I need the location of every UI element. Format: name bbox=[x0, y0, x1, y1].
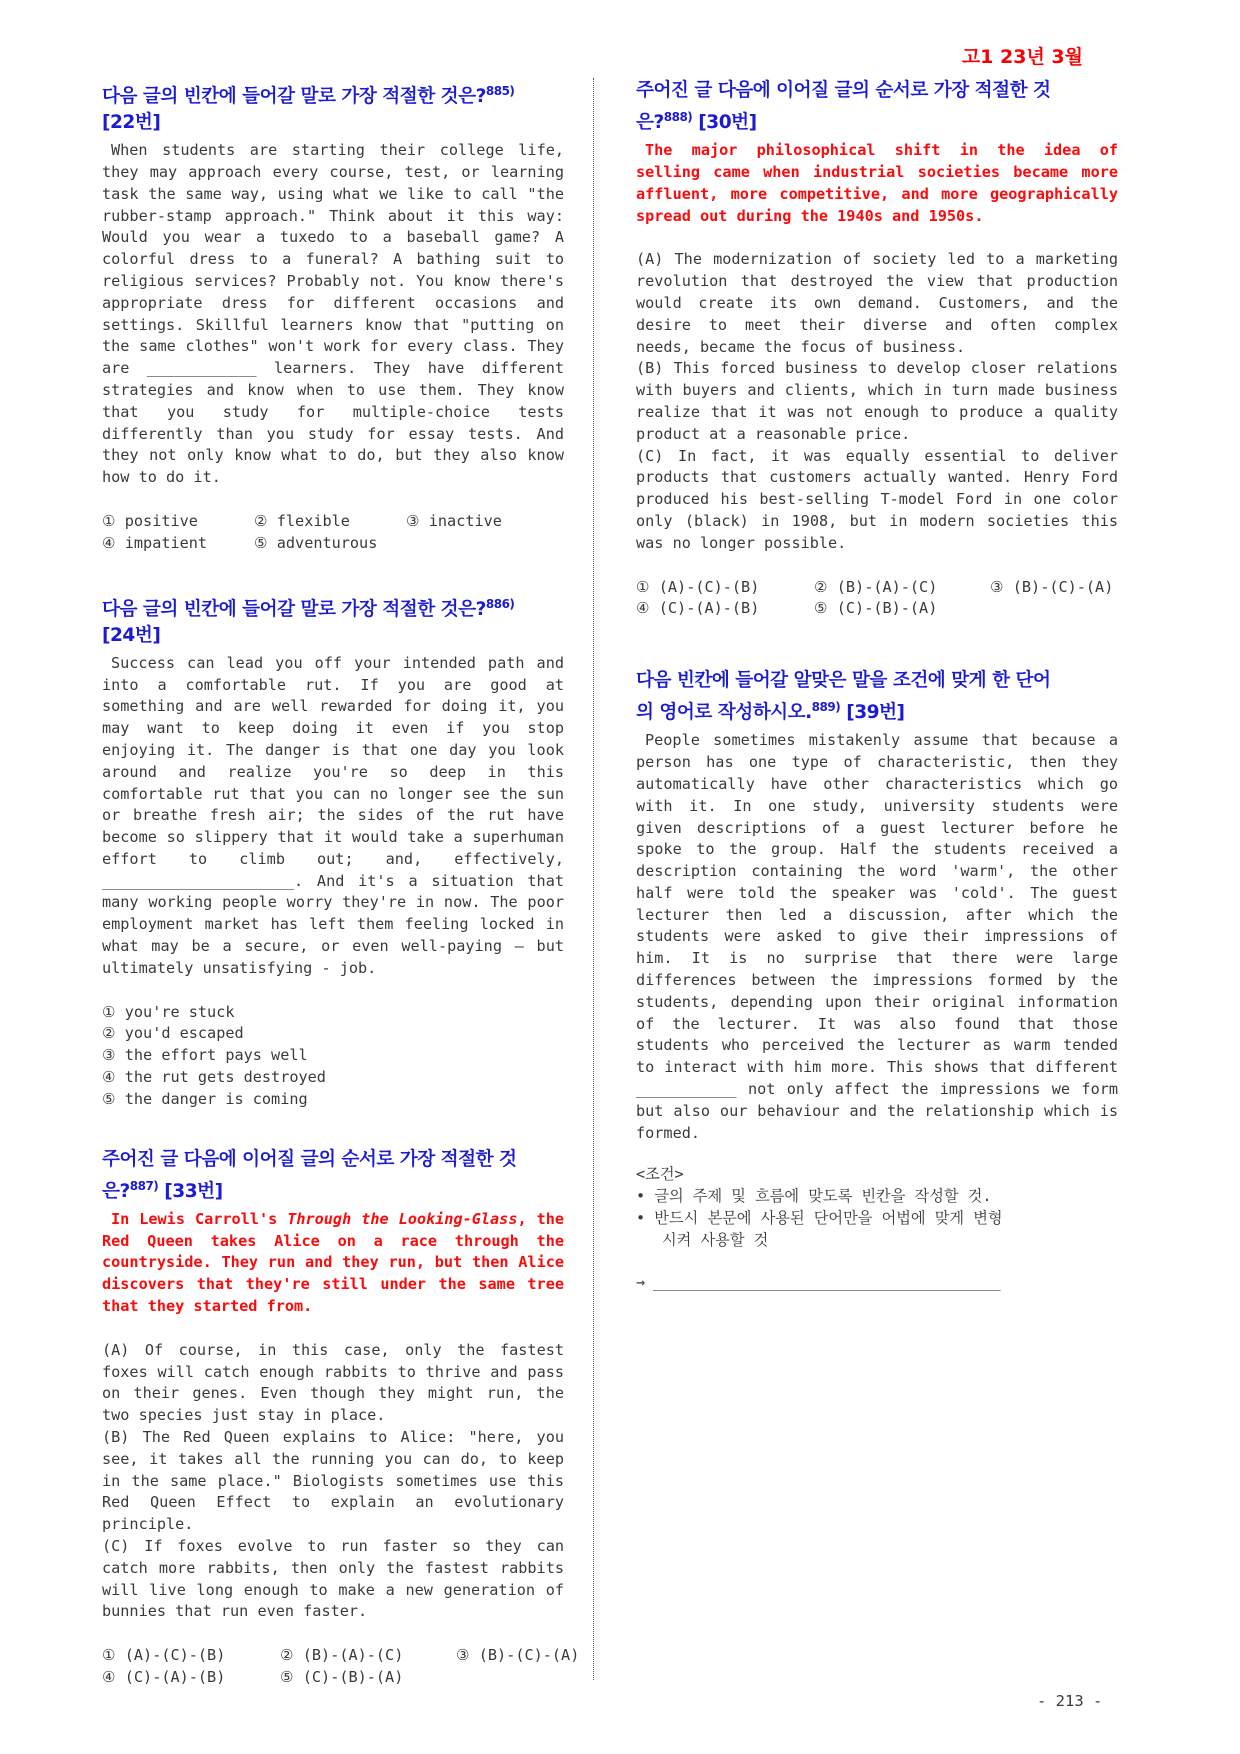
condition-item-2-continued: 시켜 사용할 것 bbox=[662, 1230, 769, 1249]
q24-option-3: ③ the effort pays well bbox=[102, 1046, 308, 1065]
q33-option-3: ③ (B)-(C)-(A) bbox=[456, 1646, 580, 1665]
question-33-title-text-2: 은? bbox=[102, 1180, 130, 1202]
q33-intro-book-title: Through the Looking-Glass bbox=[287, 1209, 518, 1228]
q24-option-2: ② you'd escaped bbox=[102, 1024, 244, 1043]
question-30-title-text-2: 은? bbox=[636, 112, 664, 134]
column-right bbox=[636, 78, 1118, 1293]
question-39-title-text: 다음 빈칸에 들어갈 알맞은 말을 조건에 맞게 한 단어 bbox=[636, 670, 1051, 692]
q30-option-4: ④ (C)-(A)-(B) bbox=[636, 599, 760, 618]
q30-option-1: ① (A)-(C)-(B) bbox=[636, 577, 760, 596]
question-33-footnote: 887) bbox=[129, 1178, 159, 1193]
column-left bbox=[102, 78, 580, 1689]
q33-option-1: ① (A)-(C)-(B) bbox=[102, 1646, 226, 1665]
question-39-footnote: 889) bbox=[811, 700, 841, 715]
question-30-intro-passage: The major philosophical shift in the idea of selling came when industrial societies became more affluent, more competitive, and more geographically spread out during the 1940s and 1950s. bbox=[636, 141, 1118, 225]
question-39-conditions bbox=[636, 1164, 1118, 1251]
q30-option-2: ② (B)-(A)-(C) bbox=[814, 577, 938, 596]
question-33-title bbox=[102, 1147, 564, 1205]
q33-intro-post: , the Red Queen takes Alice on a race through the countryside. They run and they run, but then Alice discovers that they're still under the same tree that they started from. bbox=[102, 1209, 565, 1316]
question-30-paragraphs bbox=[636, 249, 1118, 554]
q22-option-1: ① positive bbox=[102, 511, 198, 530]
page-header-grade-date: 고1 23년 3월 bbox=[961, 46, 1083, 68]
question-39-number-tag: [39번] bbox=[840, 702, 905, 724]
q24-option-5: ⑤ the danger is coming bbox=[102, 1089, 308, 1108]
question-33-section bbox=[102, 1147, 580, 1689]
question-24-options bbox=[102, 1002, 564, 1111]
answer-blank-line: ______________________________________ bbox=[653, 1272, 1001, 1291]
q33-option-2: ② (B)-(A)-(C) bbox=[280, 1646, 404, 1665]
question-39-title bbox=[636, 668, 1118, 726]
question-22-title-text: 다음 글의 빈칸에 들어갈 말로 가장 적절한 것은? bbox=[102, 86, 486, 108]
question-22-number-tag: [22번] bbox=[102, 112, 161, 134]
question-22-title bbox=[102, 78, 564, 136]
condition-item-2: • 반드시 본문에 사용된 단어만을 어법에 맞게 변형 bbox=[636, 1209, 1003, 1228]
question-24-footnote: 886) bbox=[485, 596, 515, 611]
question-24-number-tag: [24번] bbox=[102, 624, 161, 646]
q30-paragraph-A: (A) The modernization of society led to a marketing revolution that destroyed the view that production would create its own demand. Customers, and the desire to meet their diverse and often complex needs, became the focus of business. bbox=[636, 250, 1118, 356]
condition-header: <조건> bbox=[636, 1165, 684, 1184]
question-24-title bbox=[102, 591, 564, 649]
question-33-options bbox=[102, 1645, 580, 1689]
q33-paragraph-C: (C) If foxes evolve to run faster so they can catch more rabbits, then only the fastest rabbits will live long enough to make a new generation of bunnies that run even faster. bbox=[102, 1537, 564, 1621]
question-24-section bbox=[102, 591, 564, 1111]
question-39-passage: People sometimes mistakenly assume that because a person has one type of characteristic, then they automatically have other characteristics which go with it. In one study, university students were given descriptions of a guest lecturer before he spoke to the group. Half the students received a description containing the word 'warm', the other half were told the speaker was 'cold'. The guest lecturer then led a discussion, after which the students were asked to give their impressions of him. It is no surprise that there were large differences between the impressions formed by the students, depending upon their original information of the lecturer. It was also found that those students who perceived the lecturer as warm tended to interact with him more. This shows that different ___________ not only affect the impressions we form but also our behaviour and the relationship which is formed. bbox=[636, 731, 1118, 1142]
question-22-section bbox=[102, 78, 564, 555]
condition-item-1: • 글의 주제 및 흐름에 맞도록 빈칸을 작성할 것. bbox=[636, 1187, 992, 1206]
q30-option-5: ⑤ (C)-(B)-(A) bbox=[814, 599, 938, 618]
question-22-passage: When students are starting their college life, they may approach every course, test, or learning task the same way, using what we like to call "the rubber-stamp approach." Think about it this way: Would you wear a tuxedo to a baseball game? A colorful dress to a funeral? A bathing suit to religious services? Probably not. You know there's appropriate dress for different occasions and settings. Skillful learners know that "putting on the same clothes" won't work for every class. They are ____________ learners. They have different strategies and know when to use them. They know that you study for multiple-choice tests differently than you study for essay tests. And they not only know what to do, but they also know how to do it. bbox=[102, 141, 564, 487]
question-30-number-tag: [30번] bbox=[692, 112, 757, 134]
question-24-title-text: 다음 글의 빈칸에 들어갈 말로 가장 적절한 것은? bbox=[102, 598, 486, 620]
question-33-paragraphs bbox=[102, 1340, 564, 1623]
question-39-title-text-2: 의 영어로 작성하시오. bbox=[636, 702, 812, 724]
answer-write-in-line bbox=[636, 1272, 1118, 1294]
question-30-title-text: 주어진 글 다음에 이어질 글의 순서로 가장 적절한 것 bbox=[636, 80, 1051, 101]
q24-option-1: ① you're stuck bbox=[102, 1002, 235, 1021]
question-30-options bbox=[636, 577, 1118, 621]
question-22-options bbox=[102, 511, 564, 555]
q33-intro-pre: In Lewis Carroll's bbox=[111, 1209, 288, 1228]
q30-paragraph-C: (C) In fact, it was equally essential to deliver products that customers actually wanted. Henry Ford produced his best-selling T-model Ford in one color only (black) in 1908, but in modern societies this was no longer possible. bbox=[636, 446, 1118, 552]
column-divider bbox=[593, 78, 594, 1680]
q30-paragraph-B: (B) This forced business to develop closer relations with buyers and clients, which in turn made business realize that it was not enough to produce a quality product at a reasonable price. bbox=[636, 359, 1118, 443]
answer-arrow-icon: → bbox=[636, 1272, 646, 1291]
question-39-section bbox=[636, 668, 1118, 1293]
question-30-title bbox=[636, 78, 1118, 136]
question-22-footnote: 885) bbox=[485, 84, 515, 98]
q22-option-3: ③ inactive bbox=[406, 511, 502, 530]
q22-option-2: ② flexible bbox=[254, 511, 350, 530]
question-30-footnote: 888) bbox=[663, 110, 693, 124]
page-number: - 213 - bbox=[1037, 1692, 1103, 1710]
q22-option-4: ④ impatient bbox=[102, 533, 208, 552]
q33-paragraph-B: (B) The Red Queen explains to Alice: "here, you see, it takes all the running you can do, to keep in the same place." Biologists sometimes use this Red Queen Effect to explain an evolutionary principle. bbox=[102, 1428, 564, 1534]
question-33-title-text: 주어진 글 다음에 이어질 글의 순서로 가장 적절한 것 bbox=[102, 1148, 517, 1170]
q30-option-3: ③ (B)-(C)-(A) bbox=[990, 577, 1114, 596]
q33-option-5: ⑤ (C)-(B)-(A) bbox=[280, 1667, 404, 1686]
question-33-intro-passage bbox=[102, 1209, 564, 1318]
question-24-passage: Success can lead you off your intended path and into a comfortable rut. If you are good at something and are well rewarded for doing it, you may want to keep doing it even if you stop enjoying it. The danger is that one day you look around and realize you're so deep in this comfortable rut that you can no longer see the sun or breathe fresh air; the sides of the rut have become so slippery that it would take a superhuman effort to climb out; and, effectively, _____________________. And it's a situation that many working people worry they're in now. The poor employment market has left them feeling locked in what may be a secure, or even well-paying — but ultimately unsatisfying - job. bbox=[102, 653, 564, 977]
question-30-section bbox=[636, 78, 1118, 620]
q24-option-4: ④ the rut gets destroyed bbox=[102, 1068, 326, 1087]
q22-option-5: ⑤ adventurous bbox=[254, 533, 378, 552]
q33-paragraph-A: (A) Of course, in this case, only the fastest foxes will catch enough rabbits to thrive and pass on their genes. Even though they might run, the two species just stay in place. bbox=[102, 1340, 564, 1425]
question-33-number-tag: [33번] bbox=[158, 1180, 223, 1202]
q33-option-4: ④ (C)-(A)-(B) bbox=[102, 1667, 226, 1686]
